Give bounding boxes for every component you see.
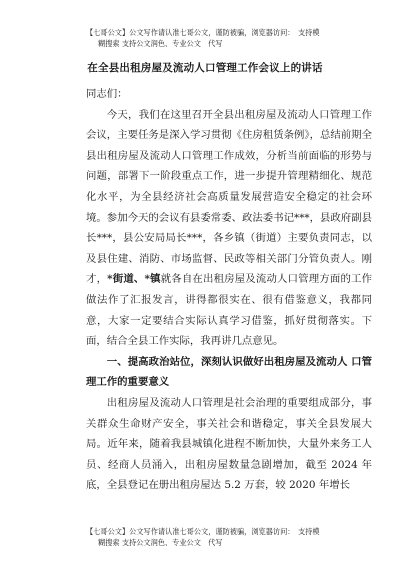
header-line-1: 【七哥公文】公文写作请认准七哥公文，谨防被骗，浏览器访问： 支持模 (86, 28, 320, 37)
salutation: 同志们： (86, 88, 128, 100)
document-title: 在全县出租房屋及流动人口管理工作会议上的讲话 (87, 62, 323, 74)
paragraph-intro (86, 105, 372, 352)
footer-line-2: 糊搜索 支持公文润色、专业公文 代写 (98, 538, 223, 547)
paragraph-section-1: 出租房屋及流动人口管理是社会治理的重要组成部分，事关群众生命财产安全，事关社会和谐稳定，事关全县发展大局。近年来，随着我县城镇化进程不断加快，大量外来务工人员、经商人员涌入，出租房屋数量急剧增加，截至 2024 年底，全县登记在册出租房屋达 5.2 万套，较 2020 年增长 (86, 396, 372, 492)
footer-banner (86, 526, 351, 548)
footer-line-1: 【七哥公文】公文写作请认准七哥公文，谨防被骗，浏览器访问： 支持模 (86, 527, 320, 536)
section-heading-1: 一、提高政治站位，深刻认识做好出租房屋及流动人 口管理工作的重要意义 (86, 355, 372, 389)
document-body (86, 84, 372, 496)
header-line-2: 糊搜索 支持公文润色、专业公文 代写 (98, 39, 223, 48)
header-banner (86, 27, 351, 49)
paragraph-intro-text: 今天，我们在这里召开全县出租房屋及流动人口管理工作会议，主要任务是深入学习贯彻《住房租赁条例》，总结前期全县出租房屋及流动人口管理工作成效，分析当前面临的形势与问题，部署下一阶段重点工作，进一步提升管理精细化、规范化水平，为全县经济社会高质量发展营造安全稳定的社会环境。参加今天的会议有县委常委、政法委书记***，县政府副县长***，县公安局局长***，各乡镇（街道）主要负责同志，以及县住建、消防、市场监督、民政等相关部门分管负责人。刚才， (86, 108, 372, 286)
paragraph-intro-end: 就各自在出租房屋及流动人口管理方面的工作做法作了汇报发言，讲得都很实在、很有借鉴意义，我都同意，大家一定要结合实际认真学习借鉴，抓好贯彻落实。下面，结合全县工作实际，我再讲几点意见。 (86, 273, 373, 348)
paragraph-intro-bold: *街道、*镇 (107, 273, 161, 286)
